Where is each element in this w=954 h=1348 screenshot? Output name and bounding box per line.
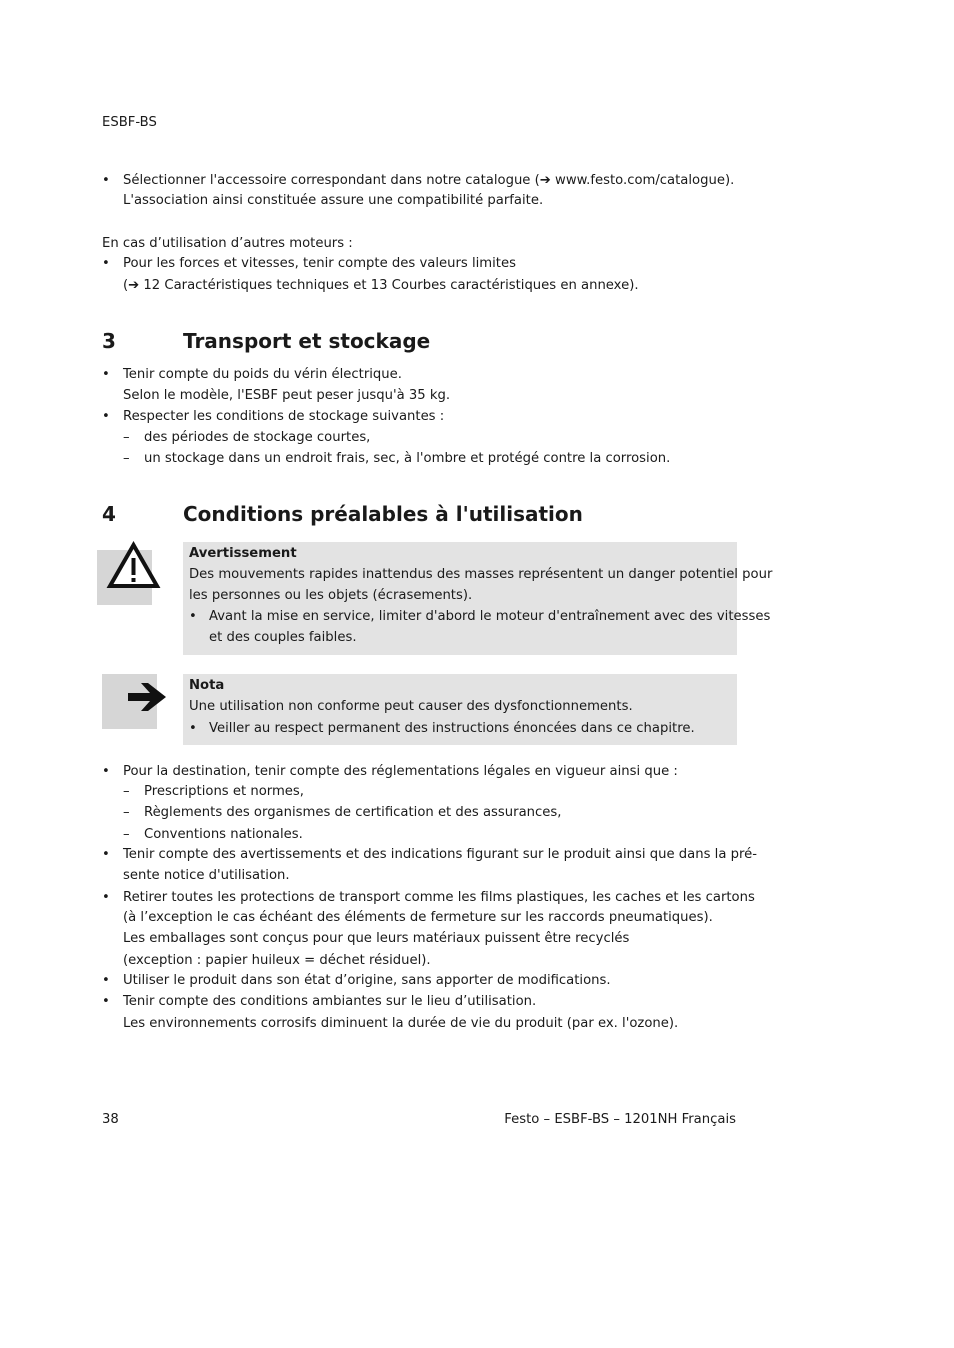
s4-bullet3-line2: (à l’exception le cas échéant des éléments de fermeture sur les raccords pneumatiques). [123,910,713,925]
section3-title: Transport et stockage [183,329,431,353]
intro-bullet1-line2: L'association ainsi constituée assure une compatibilité parfaite. [123,193,544,208]
arrow-icon: ➔ [128,278,140,293]
s4-bullet2-line1: Tenir compte des avertissements et des indications figurant sur le produit ainsi que dans la pré- [123,847,757,862]
section4-title: Conditions préalables à l'utilisation [183,502,583,526]
s3-bullet1-line1: Tenir compte du poids du vérin électrique. [123,367,402,382]
warning-symbol-icon [97,540,172,590]
dash-mark: – [123,805,130,820]
s4-dash1: Prescriptions et normes, [144,784,304,799]
warning-bullet-line2: et des couples faibles. [209,630,357,645]
warning-line1: Des mouvements rapides inattendus des masses représentent un danger potentiel pour [189,567,773,582]
dash-mark: – [123,430,130,445]
bullet-mark: • [189,721,197,736]
s3-dash1: des périodes de stockage courtes, [144,430,371,445]
s3-bullet2: Respecter les conditions de stockage suivantes : [123,409,445,424]
warning-bullet-line1: Avant la mise en service, limiter d'abord le moteur d'entraînement avec des vitesses [209,609,771,624]
s4-dash3: Conventions nationales. [144,827,303,842]
s4-bullet3-line3: Les emballages sont conçus pour que leurs matériaux puissent être recyclés [123,931,630,946]
bullet-mark: • [102,256,110,271]
s3-bullet1-line2: Selon le modèle, l'ESBF peut peser jusqu'à 35 kg. [123,388,451,403]
s4-bullet5-line1: Tenir compte des conditions ambiantes sur le lieu d’utilisation. [123,994,537,1009]
footer-doc-ref: Festo – ESBF-BS – 1201NH Français [504,1112,736,1127]
s3-dash2: un stockage dans un endroit frais, sec, à l'ombre et protégé contre la corrosion. [144,451,671,466]
s4-bullet3-line1: Retirer toutes les protections de transport comme les films plastiques, les caches et les cartons [123,890,755,905]
dash-mark: – [123,451,130,466]
arrow-icon: ➔ [539,173,551,188]
intro-bullet2-line2: (➔ 12 Caractéristiques techniques et 13 Courbes caractéristiques en annexe). [123,278,639,293]
intro-bullet2-line1: Pour les forces et vitesses, tenir compte des valeurs limites [123,256,516,271]
bullet-mark: • [102,367,110,382]
section3-number: 3 [102,329,116,353]
bullet-mark: • [102,847,110,862]
s4-bullet3-line4: (exception : papier huileux = déchet résiduel). [123,953,431,968]
bullet-mark: • [189,609,197,624]
dash-mark: – [123,784,130,799]
page-number: 38 [102,1112,119,1127]
bullet-mark: • [102,994,110,1009]
catalogue-link[interactable]: www.festo.com/catalogue [555,173,725,188]
bullet-mark: • [102,409,110,424]
bullet-mark: • [102,890,110,905]
dash-mark: – [123,827,130,842]
other-motors-text: En cas d’utilisation d’autres moteurs : [102,236,353,251]
s4-bullet4: Utiliser le produit dans son état d’origine, sans apporter de modifications. [123,973,611,988]
s4-bullet1: Pour la destination, tenir compte des réglementations légales en vigueur ainsi que : [123,764,678,779]
bullet-mark: • [102,173,110,188]
note-bullet: Veiller au respect permanent des instructions énoncées dans ce chapitre. [209,721,695,736]
section4-number: 4 [102,502,116,526]
bullet-mark: • [102,973,110,988]
warning-line2: les personnes ou les objets (écrasements). [189,588,473,603]
intro-bullet1-line1: Sélectionner l'accessoire correspondant dans notre catalogue (➔ www.festo.com/catalogue). [123,173,735,188]
s4-dash2: Règlements des organismes de certification et des assurances, [144,805,562,820]
warning-title: Avertissement [189,546,297,561]
s4-bullet5-line2: Les environnements corrosifs diminuent la durée de vie du produit (par ex. l'ozone). [123,1016,679,1031]
bullet-mark: • [102,764,110,779]
note-line1: Une utilisation non conforme peut causer des dysfonctionnements. [189,699,633,714]
s4-bullet2-line2: sente notice d'utilisation. [123,868,290,883]
note-title: Nota [189,678,225,693]
header-doc-id: ESBF-BS [102,115,157,130]
arrow-right-icon [126,680,170,714]
